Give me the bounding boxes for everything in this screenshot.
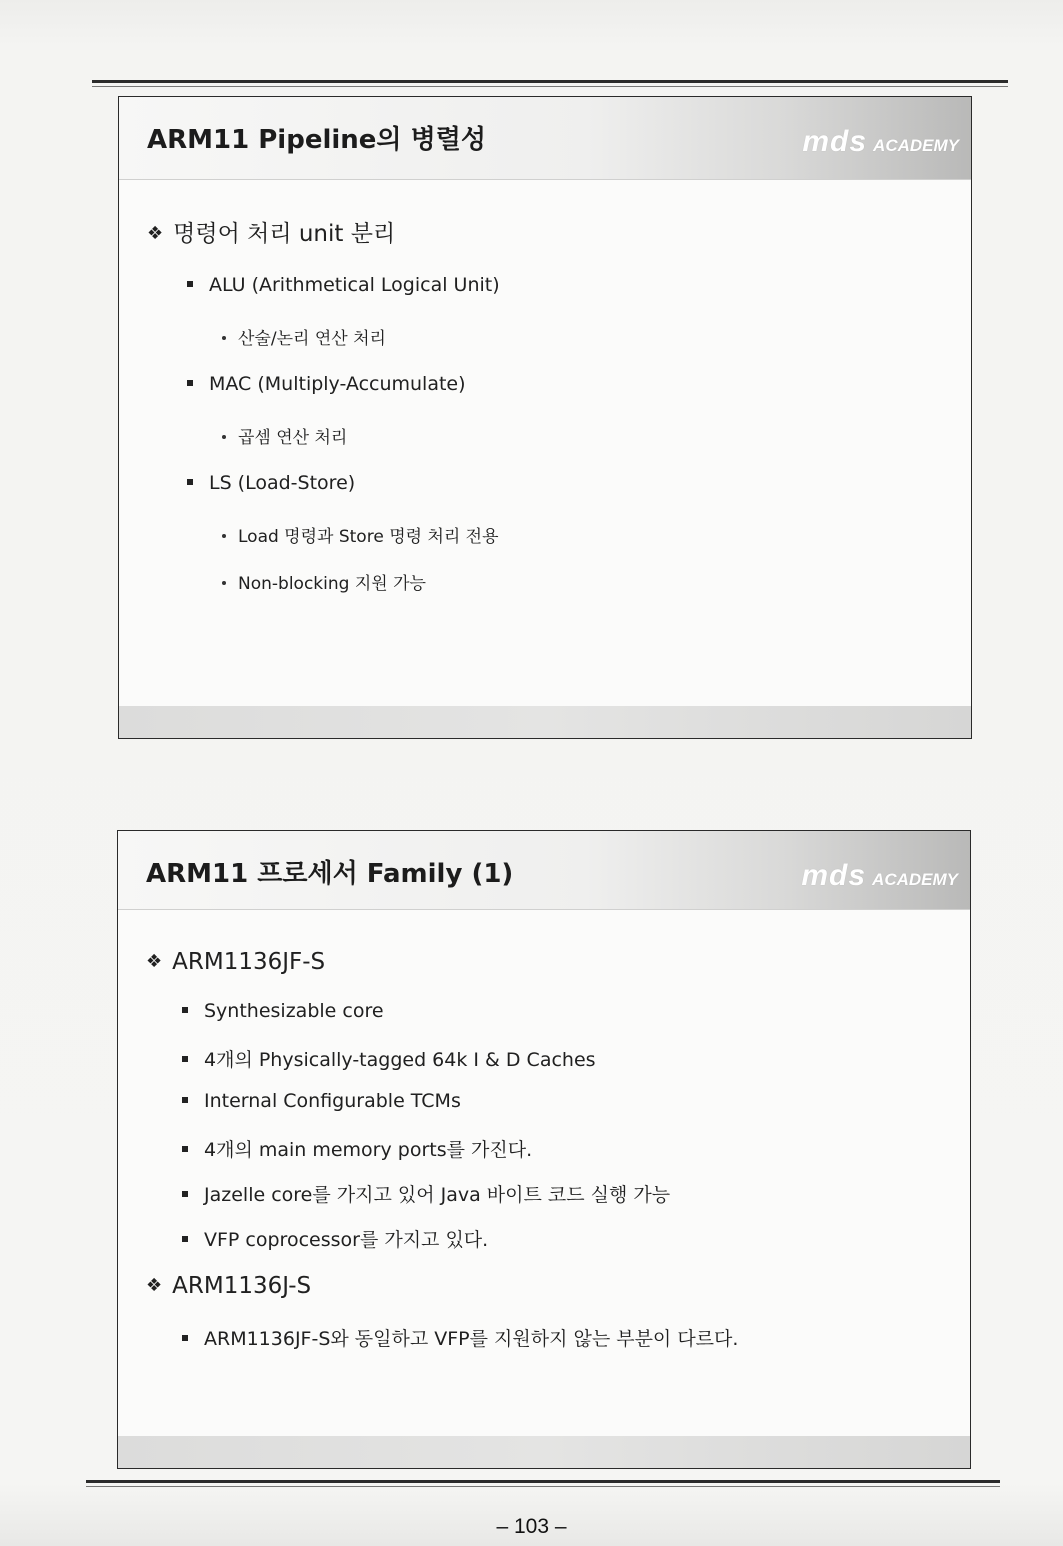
square-bullet-icon (182, 1146, 188, 1152)
square-bullet-icon (182, 1007, 188, 1013)
list-item-text: 4개의 Physically-tagged 64k I & D Caches (204, 1049, 596, 1071)
slide-1-header (119, 97, 971, 180)
bottom-rule-thin (86, 1486, 1000, 1487)
list-item (187, 274, 500, 296)
sub-list-item-text: 곱셈 연산 처리 (238, 428, 348, 448)
dot-bullet-icon (222, 581, 226, 585)
dot-bullet-icon (222, 534, 226, 538)
bottom-rule (86, 1480, 1000, 1483)
list-item (187, 373, 466, 395)
slide-2-section-heading (146, 1273, 311, 1299)
section-heading-text: ARM1136J-S (172, 1273, 312, 1299)
list-item (182, 1090, 461, 1112)
page-number: – 103 – (496, 1515, 567, 1538)
square-bullet-icon (182, 1335, 188, 1341)
slide-1 (118, 96, 972, 739)
slide-2-section-heading (146, 949, 325, 975)
sub-list-item (222, 423, 347, 448)
list-item-text: ALU (Arithmetical Logical Unit) (209, 274, 500, 296)
logo-mds-text: mds (801, 859, 867, 892)
sub-list-item-text: 산술/논리 연산 처리 (238, 329, 386, 349)
list-item-text: Internal Configurable TCMs (204, 1090, 461, 1112)
logo-academy-text: ACADEMY (873, 136, 959, 155)
logo-mds-text: mds (802, 125, 868, 158)
top-rule-thin (92, 86, 1008, 87)
sub-list-item (222, 569, 426, 594)
list-item (182, 1045, 596, 1072)
square-bullet-icon (187, 380, 193, 386)
list-item (182, 1180, 670, 1207)
sub-list-item-text: Non-blocking 지원 가능 (238, 574, 426, 594)
list-item-text: LS (Load-Store) (209, 472, 356, 494)
list-item-text: VFP coprocessor를 가지고 있다. (204, 1229, 489, 1251)
diamond-bullet-icon: ❖ (146, 951, 163, 972)
slide-1-footer-bar (119, 706, 971, 738)
slide-2-footer-bar (118, 1436, 970, 1468)
square-bullet-icon (182, 1236, 188, 1242)
sub-list-item-text: Load 명령과 Store 명령 처리 전용 (238, 527, 499, 547)
slide-2-title: ARM11 프로세서 Family (1) (146, 859, 514, 889)
sub-list-item (222, 522, 499, 547)
list-item-text: MAC (Multiply-Accumulate) (209, 373, 466, 395)
top-rule (92, 80, 1008, 83)
dot-bullet-icon (222, 336, 226, 340)
list-item (182, 1135, 532, 1162)
mds-academy-logo (801, 859, 958, 893)
list-item-text: Jazelle core를 가지고 있어 Java 바이트 코드 실행 가능 (204, 1184, 671, 1206)
mds-academy-logo (802, 125, 959, 159)
slide-2 (117, 830, 971, 1469)
square-bullet-icon (187, 281, 193, 287)
square-bullet-icon (182, 1097, 188, 1103)
list-item (182, 1225, 488, 1252)
slide-1-title: ARM11 Pipeline의 병렬성 (147, 125, 486, 155)
square-bullet-icon (187, 479, 193, 485)
list-item-text: ARM1136JF-S와 동일하고 VFP를 지원하지 않는 부분이 다르다. (204, 1328, 739, 1350)
list-item-text: Synthesizable core (204, 1000, 384, 1022)
dot-bullet-icon (222, 435, 226, 439)
diamond-bullet-icon: ❖ (146, 1275, 163, 1296)
list-item-text: 4개의 main memory ports를 가진다. (204, 1139, 533, 1161)
slide-1-heading (147, 215, 395, 248)
logo-academy-text: ACADEMY (872, 870, 958, 889)
list-item (187, 472, 355, 494)
list-item (182, 1324, 738, 1351)
diamond-bullet-icon: ❖ (147, 223, 164, 244)
list-item (182, 1000, 384, 1022)
square-bullet-icon (182, 1056, 188, 1062)
sub-list-item (222, 324, 386, 349)
section-heading-text: ARM1136JF-S (172, 949, 326, 975)
square-bullet-icon (182, 1191, 188, 1197)
slide-2-header (118, 831, 970, 910)
slide-1-heading-text: 명령어 처리 unit 분리 (173, 221, 396, 247)
